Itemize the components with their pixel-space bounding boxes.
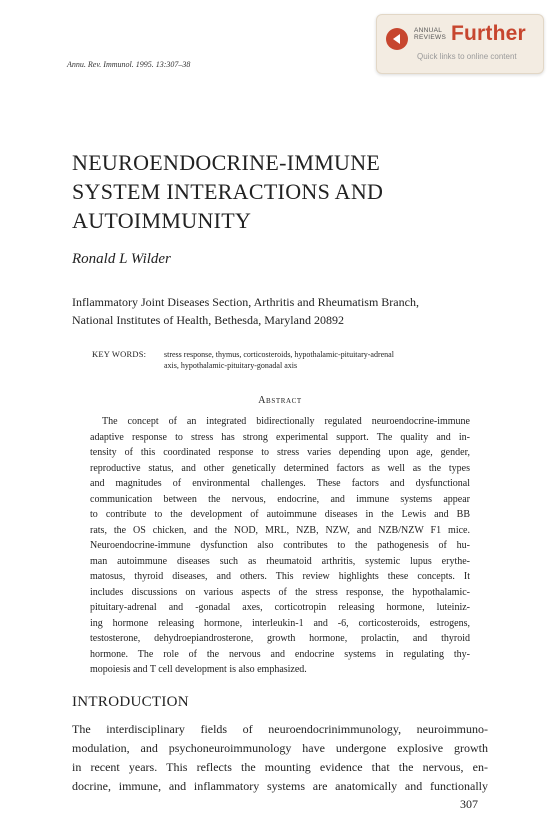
keywords-label: KEY WORDS:: [92, 349, 147, 359]
abstract-line: pituitary-adrenal and -gonadal axes, corticotropin releasing hormone, luteiniz-: [90, 602, 470, 613]
author-name: Ronald L Wilder: [72, 251, 171, 267]
introduction-line: The interdisciplinary fields of neuroendocrinimmunology, neuroimmuno-: [72, 722, 488, 736]
introduction-line: modulation, and psychoneuroimmunology have undergone explosive growth: [72, 741, 488, 755]
play-arrow-icon: [386, 28, 408, 50]
keywords-list: [164, 349, 484, 371]
abstract-line: reproductive status, and other genetically determined factors as well as the types: [90, 462, 470, 474]
abstract-line: adaptive response to stress has strong experimental support. The quality and in-: [90, 431, 470, 443]
abstract-line: matosus, thyroid diseases, and others. This review highlights these concepts. It: [90, 571, 470, 582]
introduction-body: [72, 720, 488, 796]
abstract-line: communication between the nervous, endocrine, and immune systems appear: [90, 493, 470, 505]
abstract-body: [90, 414, 470, 678]
abstract-line: The concept of an integrated bidirectionally regulated neuroendocrine-immune: [102, 416, 470, 427]
title-line: SYSTEM INTERACTIONS AND: [72, 179, 384, 204]
abstract-line: mopoiesis and T cell development is also emphasized.: [90, 664, 307, 675]
abstract-line: includes discussions on various aspects of the stress response, the hypothalamic-: [90, 586, 470, 598]
abstract-heading-text: Abstract: [258, 395, 302, 406]
abstract-line: ing hormone releasing hormone, interleukin-1 and -6, corticosteroids, estrogens,: [90, 617, 470, 629]
abstract-line: tensity of this coordinated response to stress varies depending upon age, gender,: [90, 447, 470, 458]
annual-reviews-further-badge[interactable]: [376, 14, 544, 74]
keywords-line: stress response, thymus, corticosteroids, hypothalamic-pituitary-adrenal: [164, 350, 394, 359]
quick-links-link[interactable]: Quick links to online content: [417, 52, 517, 61]
abstract-line: Neuroendocrine-immune dysfunction also contributes to the pathogenesis of hu-: [90, 540, 470, 551]
abstract-line: testosterone, dehydroepiandrosterone, growth hormone, prolactin, and thyroid: [90, 633, 470, 644]
abstract-line: man autoimmune diseases such as rheumatoid arthritis, systemic lupus erythe-: [90, 555, 470, 567]
abstract-line: rats, the OS chicken, and the NOD, MRL, NZB, NZW, and NZB/NZW F1 mice.: [90, 524, 470, 536]
abstract-line: hormone. The role of the nervous and endocrine systems in regulating thy-: [90, 648, 470, 660]
title-line: AUTOIMMUNITY: [72, 208, 252, 233]
further-label: Further: [451, 22, 526, 45]
introduction-heading: INTRODUCTION: [72, 694, 189, 710]
reviews-label: REVIEWS: [414, 34, 447, 41]
annual-reviews-wordmark: [414, 27, 446, 41]
keywords-line: axis, hypothalamic-pituitary-gonadal axis: [164, 361, 298, 370]
introduction-line: docrine, immune, and inflammatory systems are anatomically and functionally: [72, 779, 488, 793]
abstract-line: to contribute to the development of autoimmune diseases in the Lewis and BB: [90, 509, 470, 520]
annual-label: ANNUAL: [414, 27, 443, 34]
journal-citation: Annu. Rev. Immunol. 1995. 13:307–38: [67, 60, 191, 69]
abstract-heading: [0, 395, 560, 406]
article-title: [72, 148, 492, 235]
abstract-line: and magnitudes of environmental challenges. These factors and dysfunctional: [90, 478, 470, 489]
affiliation-line: National Institutes of Health, Bethesda, Maryland 20892: [72, 313, 344, 327]
author-affiliation: [72, 293, 419, 329]
page-number: 307: [460, 797, 478, 811]
title-line: NEUROENDOCRINE-IMMUNE: [72, 150, 381, 175]
introduction-line: in recent years. This reflects the mounting evidence that the nervous, en-: [72, 760, 488, 774]
affiliation-line: Inflammatory Joint Diseases Section, Arthritis and Rheumatism Branch,: [72, 295, 419, 309]
